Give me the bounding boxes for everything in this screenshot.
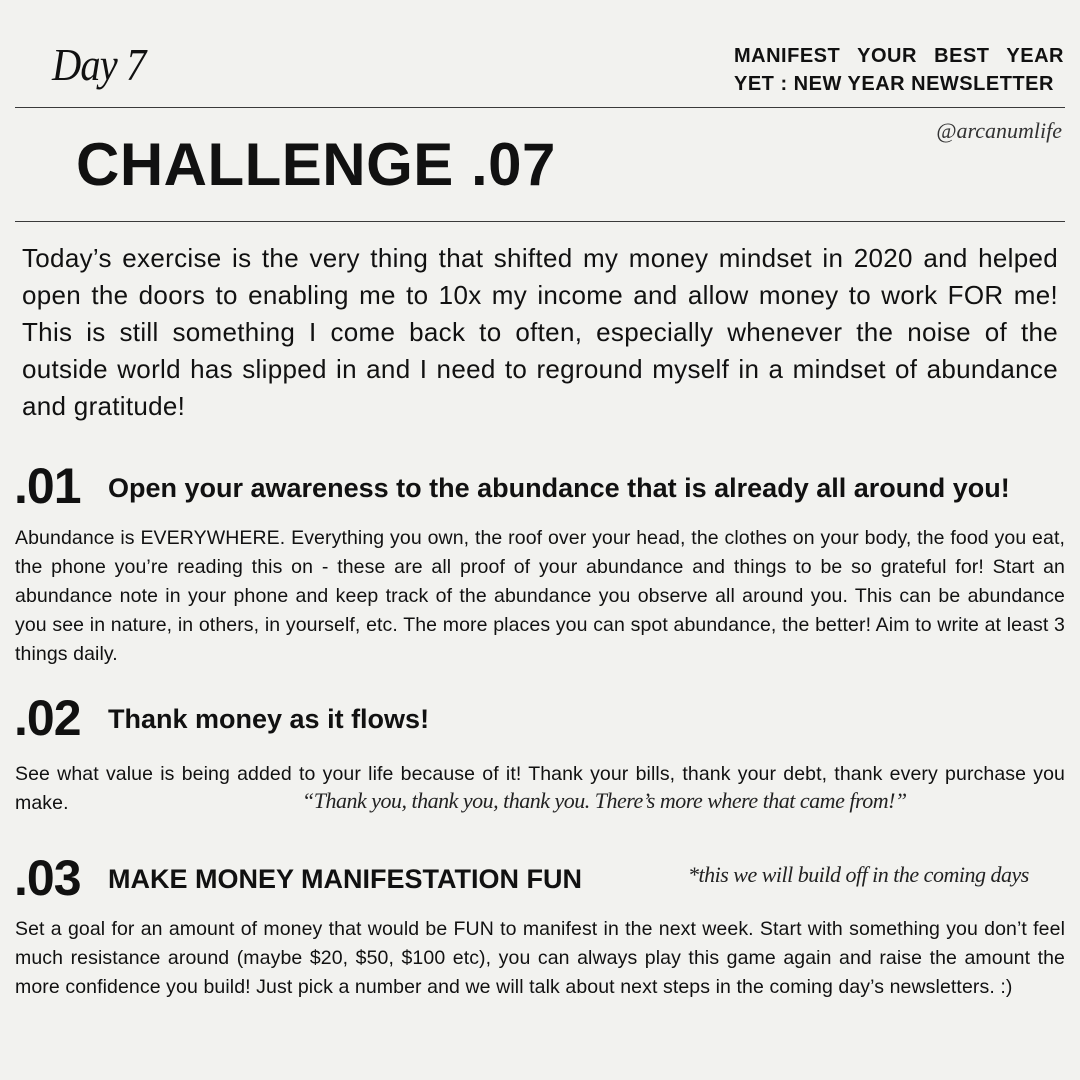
newsletter-title-line-1: MANIFEST YOUR BEST YEAR [734,45,1064,67]
section-1-number: .01 [14,458,81,514]
newsletter-title-line-2: YET : NEW YEAR NEWSLETTER [734,73,1054,95]
social-handle: @arcanumlife [936,118,1062,143]
challenge-title: CHALLENGE .07 [76,131,556,198]
section-3-number: .03 [14,850,81,906]
section-3-body: Set a goal for an amount of money that would be FUN to manifest in the next week. Start with something you don’t feel much resistance around (maybe $20, $50, $100 etc), you can always play this game again and raise the amount the more confidence you build! Just pick a number and we will talk about next steps in the coming day’s newsletters. :) [15,918,1065,998]
section-2-body: See what value is being added to your life because of it! Thank your bills, thank your debt, thank every purchase you make. [15,763,1065,814]
day-label: Day 7 [52,39,146,90]
section-2-heading: Thank money as it flows! [108,704,430,734]
divider-bottom [15,221,1065,222]
section-1-body: Abundance is EVERYWHERE. Everything you own, the roof over your head, the clothes on your body, the food you eat, the phone you’re reading this on - these are all proof of your abundance and things to be so grateful for! Start an abundance note in your phone and keep track of the abundance you observe all around you. This can be abundance you see in nature, in others, in yourself, etc. The more places you can spot abundance, the better! Aim to write at least 3 things daily. [15,527,1065,665]
intro-paragraph: Today’s exercise is the very thing that shifted my money mindset in 2020 and helped open the doors to enabling me to 10x my income and allow money to work FOR me! This is still something I come back to often, especially whenever the noise of the outside world has slipped in and I need to reground myself in a mindset of abundance and gratitude! [22,243,1058,421]
section-3-note: *this we will build off in the coming days [688,862,1029,887]
section-2-number: .02 [14,690,81,746]
section-1-heading: Open your awareness to the abundance that is already all around you! [108,473,1010,503]
divider-top [15,107,1065,108]
section-2-quote: “Thank you, thank you, thank you. There’s more where that came from!” [302,788,907,813]
newsletter-title [734,42,1064,98]
section-3-heading: MAKE MONEY MANIFESTATION FUN [108,864,582,894]
